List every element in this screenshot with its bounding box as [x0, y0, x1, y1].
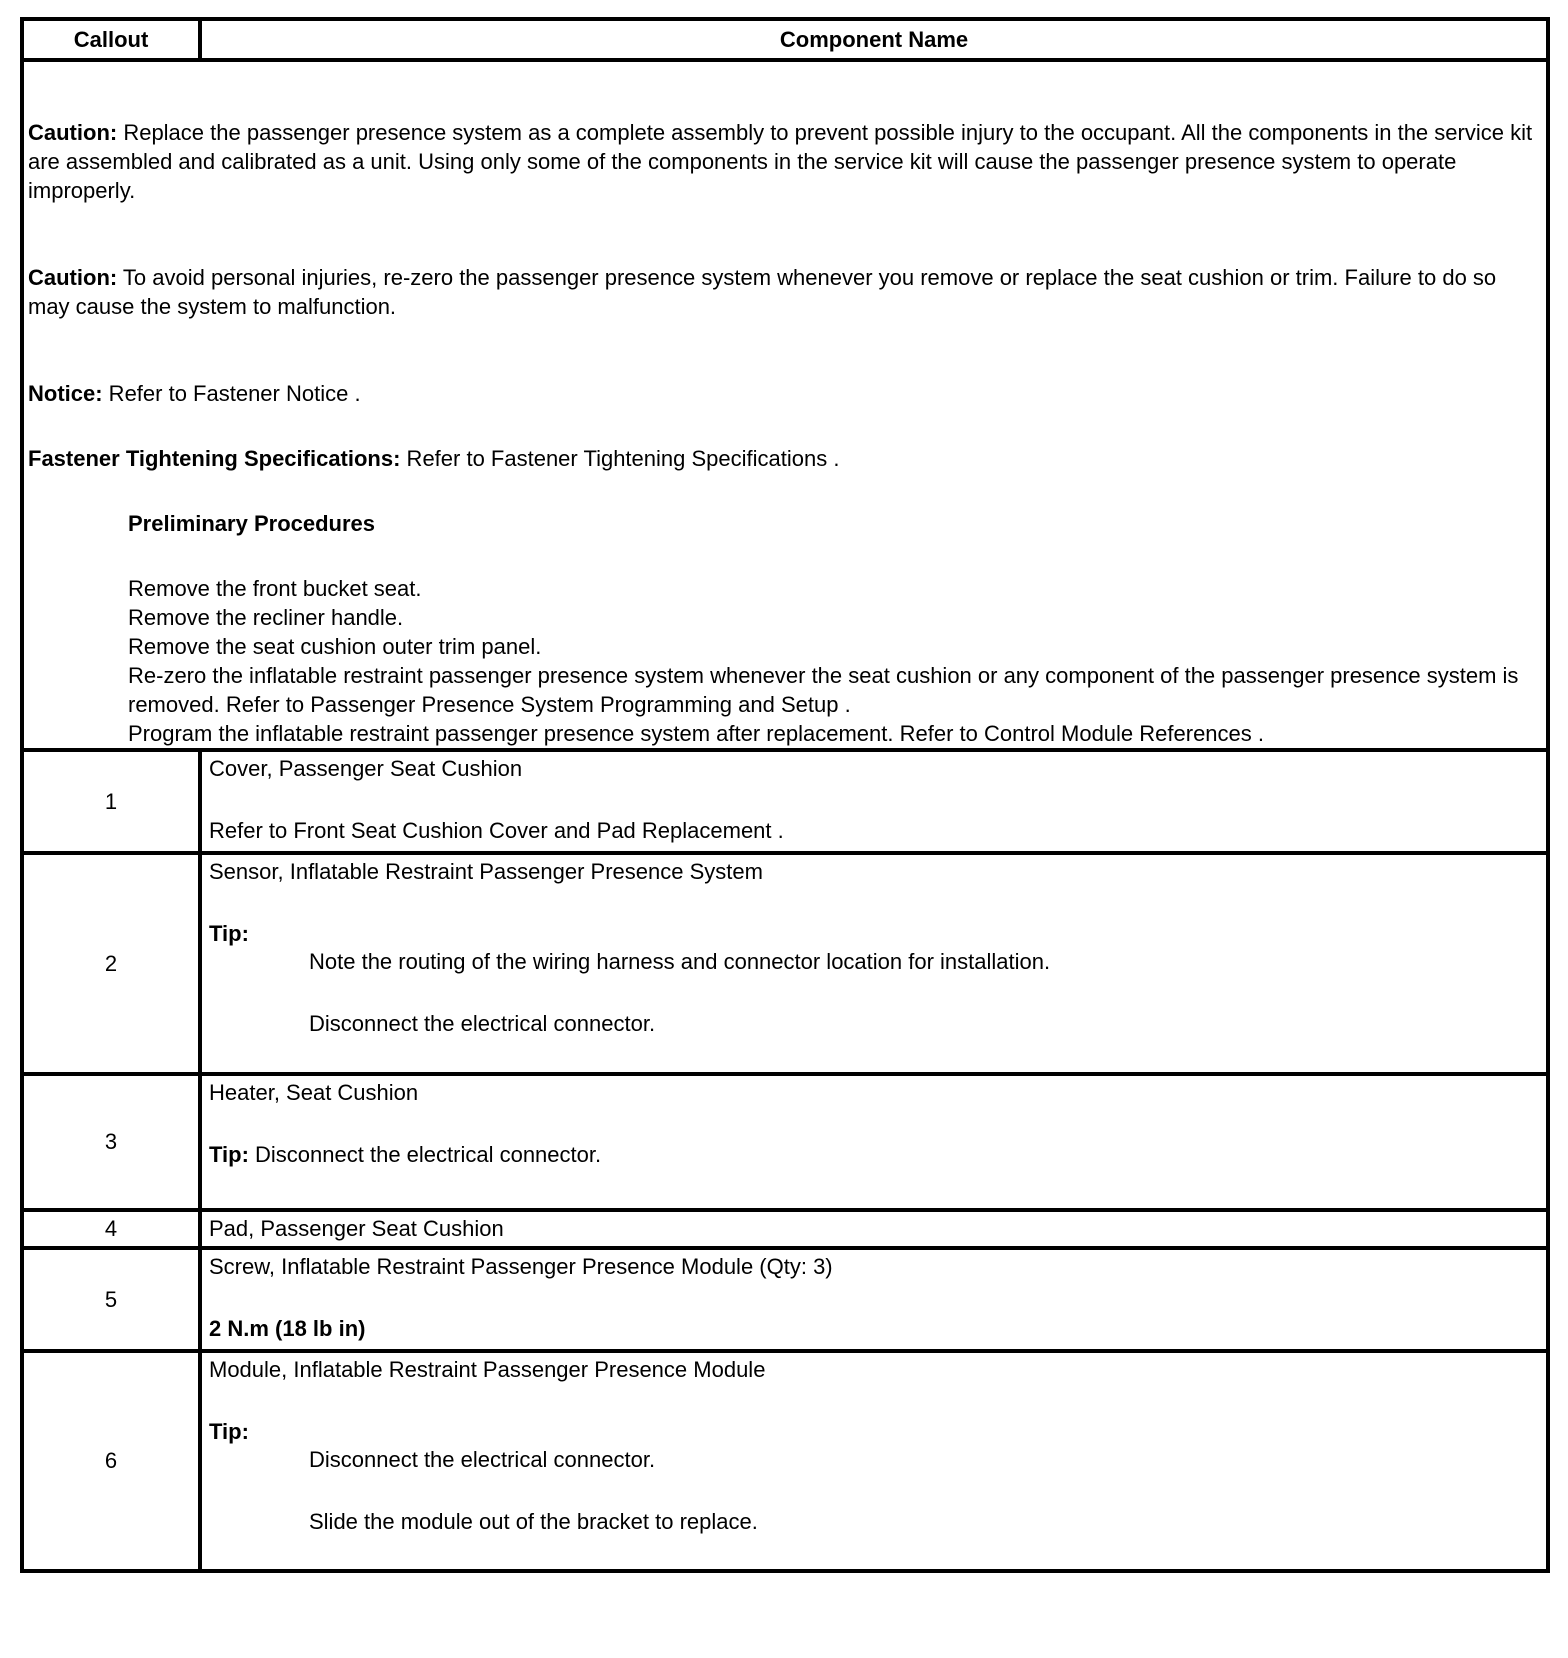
caution-1-label: Caution: — [28, 120, 118, 145]
tip-label: Tip: — [209, 1419, 249, 1444]
caution-2 — [28, 263, 1538, 321]
notice — [28, 379, 1538, 408]
component-name: Cover, Passenger Seat Cushion — [209, 756, 523, 781]
prelim-title: Preliminary Procedures — [128, 511, 376, 536]
table-row — [22, 1210, 1548, 1248]
component-name: Module, Inflatable Restraint Passenger Presence Module — [209, 1357, 766, 1382]
prelim-steps — [28, 574, 1538, 748]
tip-item: Note the routing of the wiring harness and connector location for installation. — [309, 949, 1051, 974]
tip-item: Disconnect the electrical connector. — [309, 1447, 656, 1472]
callout-3: 3 — [22, 1074, 200, 1210]
tip-item: Slide the module out of the bracket to replace. — [309, 1509, 758, 1534]
tip-text: Disconnect the electrical connector. — [248, 1142, 602, 1167]
caution-1-text: Replace the passenger presence system as a complete assembly to prevent possible injury to the occupant. All the components in the service kit are assembled and calibrated as a unit. Using only some of the components in the service kit will cause the passenger presence system to operate improperly. — [28, 120, 1533, 203]
tip-label: Tip: — [209, 921, 249, 946]
component-cell — [200, 853, 1548, 1074]
table-row — [22, 1074, 1548, 1210]
table-row — [22, 750, 1548, 853]
component-name: Heater, Seat Cushion — [209, 1080, 419, 1105]
tip-item: Disconnect the electrical connector. — [309, 1011, 656, 1036]
component-name: Sensor, Inflatable Restraint Passenger Presence System — [209, 859, 763, 884]
tip-label: Tip: — [209, 1142, 249, 1167]
prelim-step: Re-zero the inflatable restraint passenger presence system whenever the seat cushion or any component of the passenger presence system is removed. Refer to Passenger Presence System Programming and Setup . — [128, 663, 1519, 717]
callout-2: 2 — [22, 853, 200, 1074]
fastener-spec — [28, 444, 1538, 473]
caution-1 — [28, 118, 1538, 205]
callout-4: 4 — [22, 1210, 200, 1248]
notes-cell — [22, 60, 1548, 750]
component-name: Pad, Passenger Seat Cushion — [209, 1216, 504, 1241]
caution-2-text: To avoid personal injuries, re-zero the passenger presence system whenever you remove or replace the seat cushion or trim. Failure to do so may cause the system to malfunction. — [28, 265, 1497, 319]
header-component-name: Component Name — [200, 19, 1548, 60]
component-cell — [200, 1248, 1548, 1351]
component-cell — [200, 1074, 1548, 1210]
component-cell — [200, 1351, 1548, 1571]
table-header-row — [22, 19, 1548, 60]
prelim-step: Program the inflatable restraint passenger presence system after replacement. Refer to Control Module References . — [128, 721, 1264, 746]
table-row — [22, 1248, 1548, 1351]
table-row — [22, 853, 1548, 1074]
caution-2-label: Caution: — [28, 265, 118, 290]
notice-text: Refer to Fastener Notice . — [102, 381, 361, 406]
callout-1: 1 — [22, 750, 200, 853]
notice-label: Notice: — [28, 381, 103, 406]
torque-spec: 2 N.m (18 lb in) — [209, 1316, 366, 1341]
header-callout: Callout — [22, 19, 200, 60]
callout-6: 6 — [22, 1351, 200, 1571]
table-row — [22, 1351, 1548, 1571]
prelim-step: Remove the recliner handle. — [128, 605, 404, 630]
component-name: Screw, Inflatable Restraint Passenger Presence Module (Qty: 3) — [209, 1254, 833, 1279]
tip — [209, 1141, 1540, 1169]
fastener-label: Fastener Tightening Specifications: — [28, 446, 401, 471]
component-table — [20, 17, 1550, 1573]
callout-5: 5 — [22, 1248, 200, 1351]
fastener-text: Refer to Fastener Tightening Specifications . — [400, 446, 840, 471]
component-cell — [200, 750, 1548, 853]
component-detail: Refer to Front Seat Cushion Cover and Pad Replacement . — [209, 818, 784, 843]
prelim-step: Remove the seat cushion outer trim panel. — [128, 634, 542, 659]
prelim-step: Remove the front bucket seat. — [128, 576, 422, 601]
component-cell — [200, 1210, 1548, 1248]
notes-row — [22, 60, 1548, 750]
